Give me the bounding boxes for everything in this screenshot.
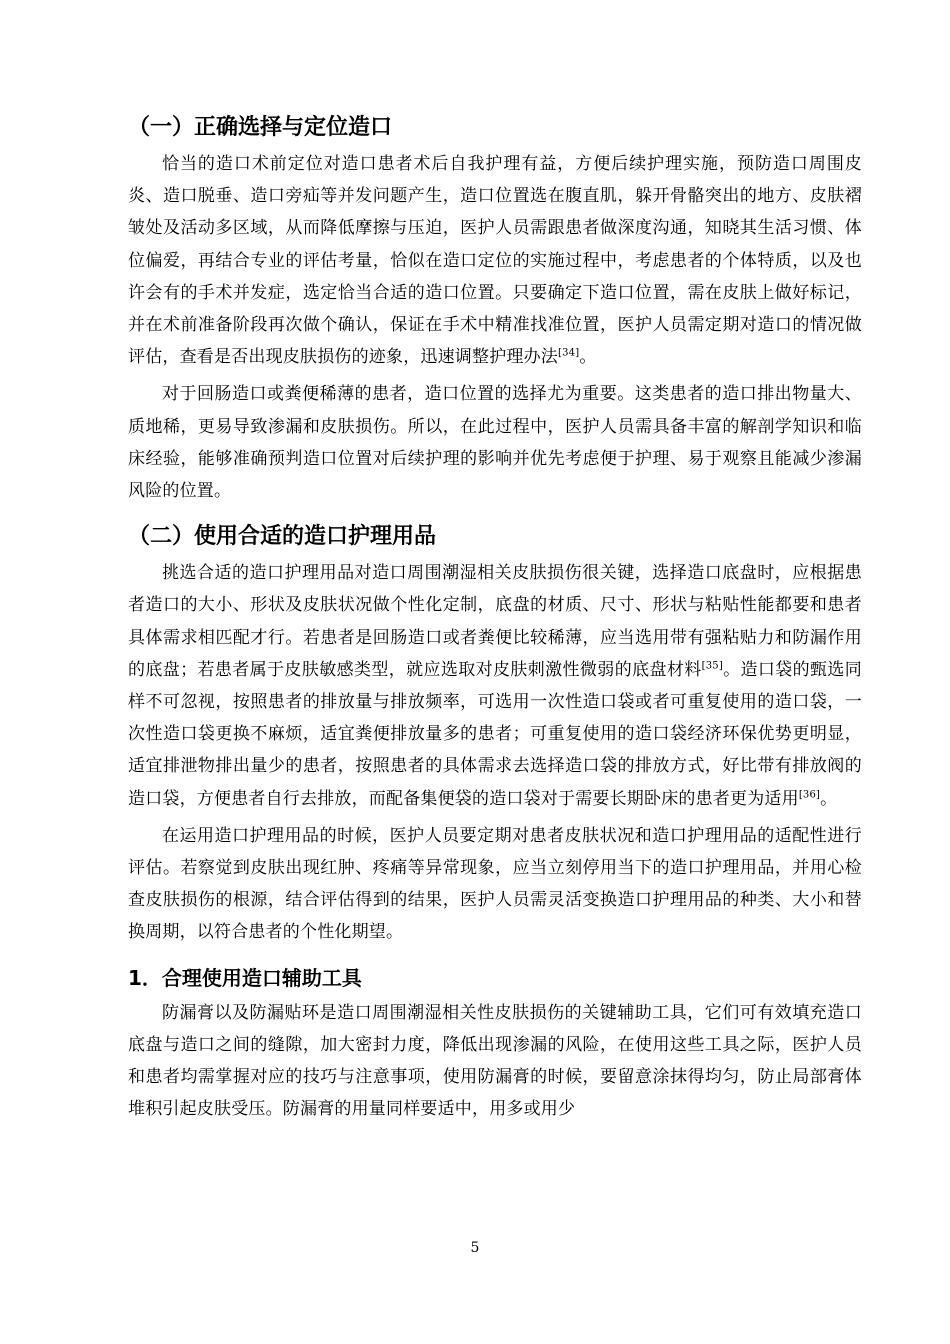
subsection-heading: 1．合理使用造口辅助工具 bbox=[128, 965, 362, 990]
citation: [35] bbox=[701, 660, 723, 672]
citation: [36] bbox=[798, 789, 821, 800]
paragraph: 防漏膏以及防漏贴环是造口周围潮湿相关性皮肤损伤的关键辅助工具，它们可有效填充造口底盘与造口之间的缝隙，加大密封力度，降低出现渗漏的风险，在使用这些工具之际，医护人员和患者均需掌握对应的技巧与注意事项，使用防漏膏的时候，要留意涂抹得均匀，防止局部膏体堆积引起皮肤受压。防漏膏的用量同样要适中，用多或用少 bbox=[128, 1002, 862, 1120]
paragraph: 对于回肠造口或粪便稀薄的患者，造口位置的选择尤为重要。这类患者的造口排出物量大、质地稀，更易导致渗漏和皮肤损伤。所以，在此过程中，医护人员需具备丰富的解剖学知识和临床经验，能够准确预判造口位置对后续护理的影响并优先考虑便于护理、易于观察且能减少渗漏风险的位置。 bbox=[128, 384, 862, 502]
paragraph: 在运用造口护理用品的时候，医护人员要定期对患者皮肤状况和造口护理用品的适配性进行评估。若察觉到皮肤出现红肿、疼痛等异常现象，应当立刻停用当下的造口护理用品，并用心检查皮肤损伤的根源，结合评估得到的结果，医护人员需灵活变换造口护理用品的种类、大小和替换周期，以符合患者的个性化期望。 bbox=[128, 825, 862, 943]
paragraph-text: 恰当的造口术前定位对造口患者术后自我护理有益，方便后续护理实施，预防造口周围皮炎、造口脱垂、造口旁疝等并发问题产生，造口位置选在腹直肌，躲开骨骼突出的地方、皮肤褶皱处及活动多区域，从而降低摩擦与压迫，医护人员需跟患者做深度沟通，知晓其生活习惯、体位偏爱，再结合专业的评估考量，恰似在造口定位的实施过程中，考虑患者的个体特质，以及也许会有的手术并发症，选定恰当合适的造口位置。只要确定下造口位置，需在皮肤上做好标记，并在术前准备阶段再次做个确认，保证在手术中精准找准位置，医护人员需定期对造口的情况做评估，查看是否出现皮肤损伤的迹象，迅速调整护理办法 bbox=[128, 154, 862, 368]
section-heading-1: （一）正确选择与定位造口 bbox=[128, 115, 393, 140]
paragraph-end: 。 bbox=[579, 347, 597, 368]
citation: [34] bbox=[558, 347, 580, 359]
page-number: 5 bbox=[470, 1240, 480, 1256]
paragraph bbox=[128, 557, 862, 815]
section-heading-2: （二）使用合适的造口护理用品 bbox=[128, 524, 437, 550]
paragraph-end: 。 bbox=[820, 788, 838, 809]
paragraph-text: 挑选合适的造口护理用品对造口周围潮湿相关皮肤损伤很关键，选择造口底盘时，应根据患者造口的大小、形状及皮肤状况做个性化定制，底盘的材质、尺寸、形状与粘贴性能都要和患者具体需求相匹配才行。若患者是回肠造口或者粪便比较稀薄，应当选用带有强粘贴力和防漏作用的底盘；若患者属于皮肤敏感类型，就应选取对皮肤刺激性微弱的底盘材料 bbox=[128, 563, 862, 680]
page-content bbox=[128, 112, 862, 1125]
paragraph bbox=[128, 148, 862, 373]
paragraph-text: 。造口袋的甄选同样不可忽视，按照患者的排放量与排放频率，可选用一次性造口袋或者可重复使用的造口袋，一次性造口袋更换不麻烦，适宜粪便排放量多的患者；可重复使用的造口袋经济环保优势更明显，适宜排泄物排出量少的患者，按照患者的具体需求去选择造口袋的排放方式，好比带有排放阀的造口袋，方便患者自行去排放，而配备集便袋的造口袋对于需要长期卧床的患者更为适用 bbox=[128, 659, 862, 809]
